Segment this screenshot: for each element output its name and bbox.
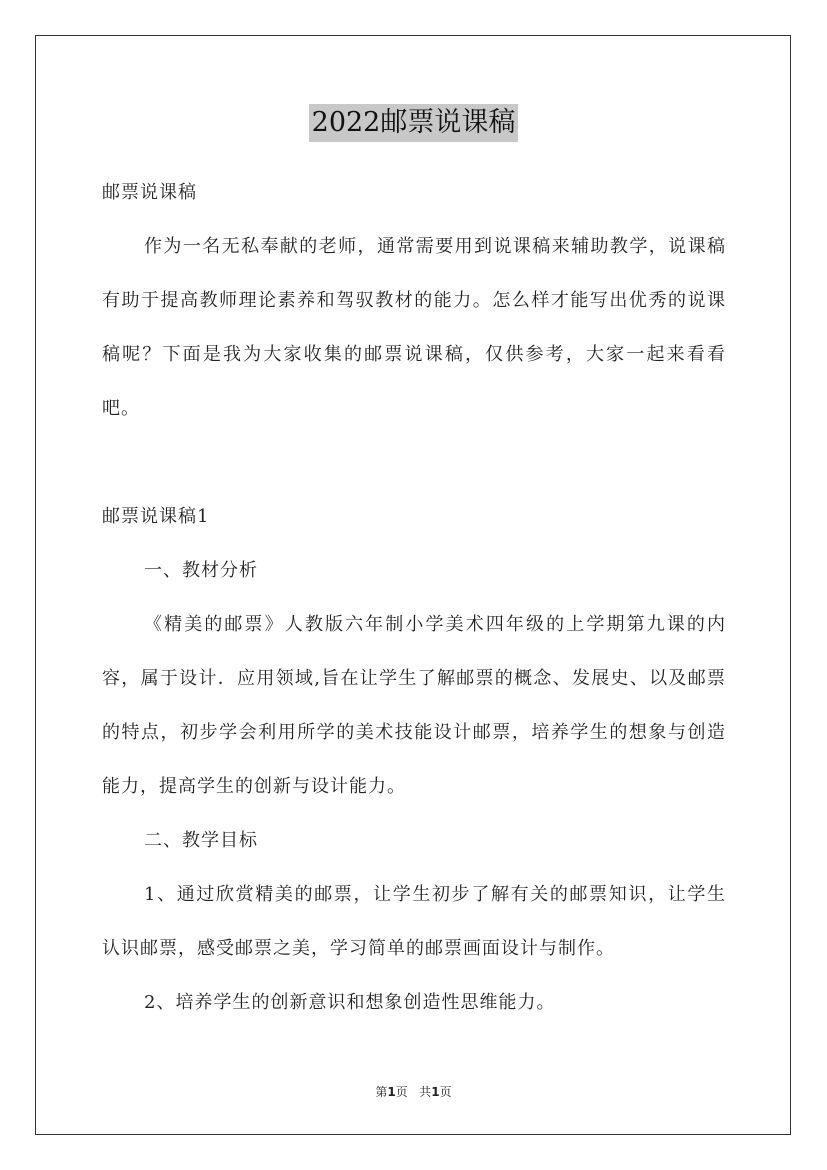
page-footer: [0, 1083, 827, 1100]
page-label-suffix: 页: [395, 1085, 408, 1099]
paragraph-heading: 邮票说课稿: [102, 182, 197, 203]
subheading-teaching-goals: 二、教学目标: [144, 830, 258, 851]
total-label-suffix: 页: [439, 1085, 452, 1099]
paragraph-goal-2: 2、培养学生的创新意识和想象创造性思维能力。: [144, 992, 556, 1013]
subheading-material-analysis: 一、教材分析: [144, 560, 258, 581]
title-container: [0, 104, 827, 142]
section-heading-1: 邮票说课稿1: [102, 506, 210, 527]
total-label-prefix: 共: [419, 1085, 432, 1099]
blank-line: [102, 436, 726, 490]
paragraph-goal-1: 1、通过欣赏精美的邮票，让学生初步了解有关的邮票知识，让学生认识邮票，感受邮票之美，学习简单的邮票画面设计与制作。: [102, 884, 726, 959]
paragraph-material-analysis: 《精美的邮票》人教版六年制小学美术四年级的上学期第九课的内容，属于设计．应用领域,旨在让学生了解邮票的概念、发展史、以及邮票的特点，初步学会利用所学的美术技能设计邮票，培养学生的想象与创造能力，提高学生的创新与设计能力。: [102, 614, 726, 797]
page-number: 1: [387, 1085, 396, 1099]
paragraph-intro: 作为一名无私奉献的老师，通常需要用到说课稿来辅助教学，说课稿有助于提高教师理论素养和驾驭教材的能力。怎么样才能写出优秀的说课稿呢？下面是我为大家收集的邮票说课稿，仅供参考，大家一起来看看吧。: [102, 236, 726, 419]
total-pages: 1: [431, 1085, 440, 1099]
page-label-prefix: 第: [375, 1085, 388, 1099]
document-body: [102, 166, 726, 1030]
document-title: 2022邮票说课稿: [309, 104, 519, 142]
